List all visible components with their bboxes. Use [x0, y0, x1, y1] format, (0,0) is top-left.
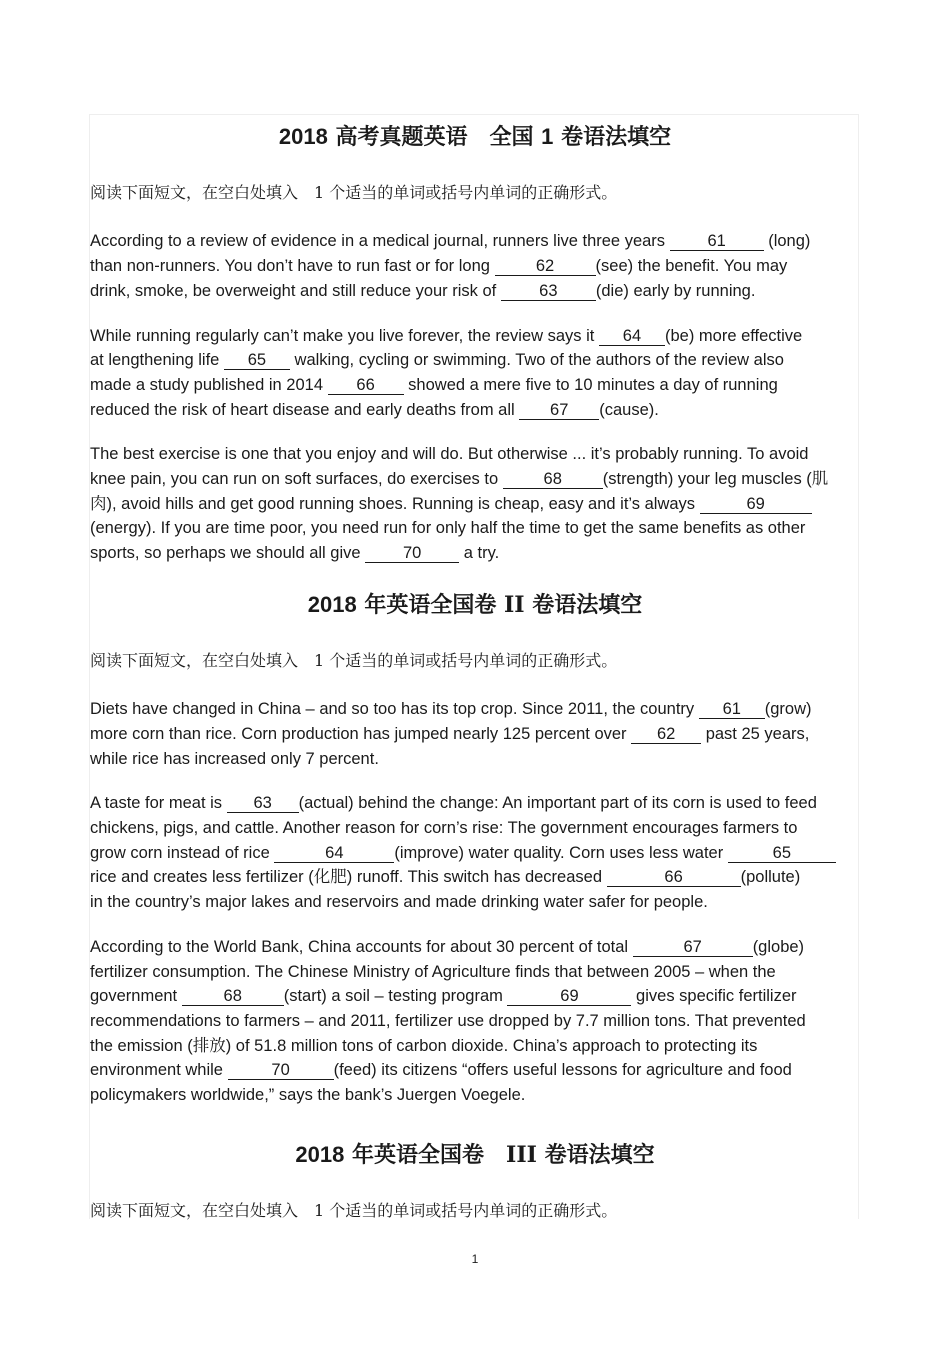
section-title-2 [90, 592, 860, 618]
passage-text: walking, cycling or swimming. Two of the authors of the review also [289, 351, 784, 370]
answer-blank-64[interactable]: 64 [274, 844, 394, 863]
section-title-text: 高考真题英语 全国 [327, 124, 542, 150]
passage-text: a try. [459, 544, 500, 563]
passage-text: past 25 years, [701, 724, 810, 743]
passage-text: rice and creates less fertilizer (化肥) runoff. This switch has decreased [90, 868, 607, 887]
passage-text: the emission (排放) of 51.8 million tons of carbon dioxide. China’s approach to protecting its [90, 1036, 758, 1055]
passage-line [90, 324, 950, 349]
answer-blank-68[interactable]: 68 [503, 470, 603, 489]
passage-line [90, 373, 950, 398]
answer-blank-70[interactable]: 70 [365, 544, 459, 563]
passage-line [90, 516, 950, 541]
passage-text: while rice has increased only 7 percent. [90, 749, 379, 768]
passage-text: at lengthening life [90, 351, 224, 370]
passage-line [90, 841, 950, 866]
passage-line [90, 1009, 950, 1034]
passage-text: A taste for meat is [90, 794, 227, 813]
passage-line [90, 791, 950, 816]
passage-text: policymakers worldwide,” says the bank’s Juergen Voegele. [90, 1086, 526, 1105]
passage-line [90, 984, 950, 1009]
passage-text: (strength) your leg muscles (肌 [602, 470, 829, 489]
passage-text: made a study published in 2014 [90, 375, 328, 394]
answer-blank-65[interactable]: 65 [224, 351, 290, 370]
passage-line [90, 279, 950, 304]
passage-text: (pollute) [740, 868, 801, 887]
passage-text: knee pain, you can run on soft surfaces, do exercises to [90, 470, 503, 489]
passage-line [90, 541, 950, 566]
passage-text: (die) early by running. [595, 281, 756, 300]
passage-text: Diets have changed in China – and so too has its top crop. Since 2011, the country [90, 700, 699, 719]
passage-text: than non-runners. You don’t have to run fast or for long [90, 257, 495, 276]
passage-text: fertilizer consumption. The Chinese Ministry of Agriculture finds that between 2005 – when the [90, 962, 776, 981]
passage-line [90, 816, 950, 841]
section-title-text: 年英语全国卷 II 卷语法填空 [356, 591, 643, 618]
section-title-year: 2018 [307, 591, 357, 617]
answer-blank-70[interactable]: 70 [228, 1061, 334, 1080]
passage-line [90, 254, 950, 279]
section-instruction: 阅读下面短文，在空白处填入 1 个适当的单词或括号内单词的正确形式。 [90, 1201, 618, 1221]
passage-line [90, 747, 950, 772]
passage-text: (actual) behind the change: An important part of its corn is used to feed [298, 794, 817, 813]
passage-paragraph [90, 324, 950, 423]
passage-paragraph [90, 229, 950, 303]
passage-text: chickens, pigs, and cattle. Another reason for corn’s rise: The government encourages farmers to [90, 819, 798, 838]
section-title-text: 年英语全国卷 III 卷语法填空 [344, 1141, 655, 1168]
passage-paragraph [90, 935, 950, 1108]
section-title-year: 2018 [295, 1141, 345, 1167]
passage-paragraph [90, 791, 950, 915]
answer-blank-64[interactable]: 64 [599, 327, 665, 346]
section-title-year: 2018 [278, 124, 328, 149]
passage-text: (grow) [764, 700, 812, 719]
passage-text: drink, smoke, be overweight and still reduce your risk of [90, 281, 501, 300]
section-title-number: 1 [541, 124, 554, 149]
passage-text: (be) more effective [664, 326, 803, 345]
passage-line [90, 890, 950, 915]
passage-text: (improve) water quality. Corn uses less water [394, 843, 728, 862]
section-title-1 [90, 124, 860, 150]
answer-blank-66[interactable]: 66 [607, 868, 741, 887]
passage-text: environment while [90, 1061, 228, 1080]
passage-line [90, 1083, 950, 1108]
passage-line [90, 935, 950, 960]
passage-text: While running regularly can’t make you live forever, the review says it [90, 326, 599, 345]
passage-text: reduced the risk of heart disease and early deaths from all [90, 400, 520, 419]
passage-paragraph [90, 697, 950, 771]
passage-line [90, 865, 950, 890]
passage-line [90, 697, 950, 722]
passage-text: (see) the benefit. You may [595, 257, 788, 276]
answer-blank-63[interactable]: 63 [501, 282, 596, 301]
answer-blank-61[interactable]: 61 [699, 700, 765, 719]
passage-text: (long) [763, 232, 811, 251]
passage-text: 肉), avoid hills and get good running shoes. Running is cheap, easy and it’s always [90, 494, 700, 513]
passage-text: government [90, 987, 182, 1006]
passage-text: (cause). [599, 400, 659, 419]
answer-blank-62[interactable]: 62 [495, 257, 596, 276]
section-instruction: 阅读下面短文，在空白处填入 1 个适当的单词或括号内单词的正确形式。 [90, 651, 618, 671]
passage-line [90, 1058, 950, 1083]
passage-line [90, 722, 950, 747]
passage-text: showed a mere five to 10 minutes a day of running [403, 375, 778, 394]
passage-text: grow corn instead of rice [90, 843, 275, 862]
answer-blank-67[interactable]: 67 [519, 401, 599, 420]
passage-line [90, 1034, 950, 1059]
document-body [90, 118, 950, 1221]
answer-blank-69[interactable]: 69 [507, 987, 631, 1006]
passage-line [90, 442, 950, 467]
passage-line [90, 467, 950, 492]
answer-blank-63[interactable]: 63 [227, 794, 299, 813]
answer-blank-69[interactable]: 69 [700, 495, 812, 514]
passage-paragraph [90, 442, 950, 566]
passage-text: According to the World Bank, China accounts for about 30 percent of total [90, 937, 633, 956]
passage-text: recommendations to farmers – and 2011, fertilizer use dropped by 7.7 million tons. That prevented [90, 1011, 806, 1030]
passage-line [90, 348, 950, 373]
passage-text: more corn than rice. Corn production has jumped nearly 125 percent over [90, 724, 632, 743]
answer-blank-68[interactable]: 68 [182, 987, 284, 1006]
section-title-tail: 卷语法填空 [553, 124, 672, 150]
passage-line [90, 229, 950, 254]
section-title-3 [90, 1142, 860, 1168]
section-instruction: 阅读下面短文，在空白处填入 1 个适当的单词或括号内单词的正确形式。 [90, 183, 618, 203]
passage-line [90, 398, 950, 423]
answer-blank-65[interactable]: 65 [728, 844, 836, 863]
passage-text: According to a review of evidence in a medical journal, runners live three years [90, 232, 670, 251]
passage-text: The best exercise is one that you enjoy and will do. But otherwise ... it’s probably running. To avoid [90, 445, 809, 464]
passage-text: gives specific fertilizer [631, 987, 797, 1006]
answer-blank-62[interactable]: 62 [631, 725, 701, 744]
answer-blank-66[interactable]: 66 [328, 376, 404, 395]
passage-text: sports, so perhaps we should all give [90, 544, 366, 563]
passage-line [90, 960, 950, 985]
page-number: 1 [471, 1252, 479, 1266]
answer-blank-67[interactable]: 67 [633, 938, 753, 957]
passage-text: (energy). If you are time poor, you need run for only half the time to get the same benefits as other [90, 519, 806, 538]
passage-text: (start) a soil – testing program [283, 987, 508, 1006]
passage-text: (feed) its citizens “offers useful lessons for agriculture and food [333, 1061, 792, 1080]
answer-blank-61[interactable]: 61 [670, 232, 764, 251]
passage-text: (globe) [752, 937, 805, 956]
passage-text: in the country’s major lakes and reservoirs and made drinking water safer for people. [90, 893, 708, 912]
passage-line [90, 492, 950, 517]
